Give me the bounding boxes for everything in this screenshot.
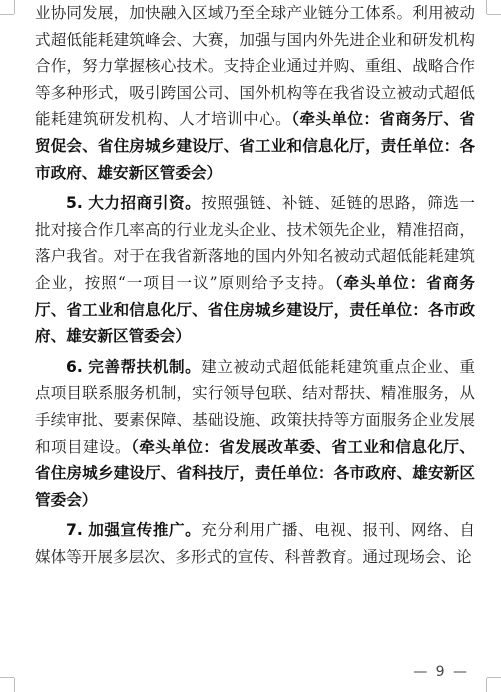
paragraph-body: 充分利用广播、电视、报刊、网络、自媒体等开展多层次、多形式的宣传、科普教育。通过现场会、论 [35, 521, 475, 566]
document-body [35, 0, 475, 574]
crop-mark-bottom-right-vertical [486, 678, 487, 692]
item-title: 加强宣传推广。 [88, 521, 202, 540]
crop-mark-bottom-left-horizontal [0, 677, 14, 678]
responsibility-note: （牵头单位：省商务厅、省贸促会、省住房城乡建设厅、省工业和信息化厅，责任单位：各市政府、雄安新区管委会） [35, 109, 475, 182]
crop-mark-bottom-left-vertical [14, 678, 15, 692]
responsibility-note: （牵头单位：省发展改革委、省工业和信息化厅、省住房城乡建设厅、省科技厅，责任单位：各市政府、雄安新区管委会） [35, 436, 475, 509]
paragraph-item-6 [35, 354, 475, 514]
item-number: 7. [66, 521, 83, 540]
crop-mark-top-right-vertical [486, 0, 487, 14]
responsibility-note: （牵头单位：省商务厅、省工业和信息化厅、省住房城乡建设厅，责任单位：各市政府、雄安新区管委会） [35, 272, 475, 346]
paragraph-continuation [35, 0, 475, 186]
item-title: 大力招商引资。 [88, 194, 202, 213]
item-number: 6. [66, 357, 83, 376]
page-number: — 9 — [413, 664, 469, 681]
crop-mark-top-left-horizontal [0, 14, 14, 15]
paragraph-item-5 [35, 190, 475, 350]
crop-mark-bottom-right-horizontal [487, 677, 501, 678]
item-title: 完善帮扶机制。 [88, 357, 202, 376]
paragraph-body: 建立被动式超低能耗建筑重点企业、重点项目联系服务机制，实行领导包联、结对帮扶、精准服务，从手续审批、要素保障、基础设施、政策扶持等方面服务企业发展和项目建设。 [35, 357, 475, 456]
paragraph-item-7 [35, 517, 475, 570]
paragraph-body: 业协同发展，加快融入区域乃至全球产业链分工体系。利用被动式超低能耗建筑峰会、大赛，加强与国内外先进企业和研发机构合作，努力掌握核心技术。支持企业通过并购、重组、战略合作等多种形式，吸引跨国公司、国外机构等在我省设立被动式超低能耗建筑研发机构、人才培训中心。 [35, 4, 475, 129]
crop-mark-top-right-horizontal [487, 14, 501, 15]
crop-mark-top-left-vertical [14, 0, 15, 14]
item-number: 5. [66, 194, 83, 213]
paragraph-body: 按照强链、补链、延链的思路，筛选一批对接合作几率高的行业龙头企业、技术领先企业，精准招商，落户我省。对于在我省新落地的国内外知名被动式超低能耗建筑企业，按照“一项目一议”原则给予支持。 [35, 194, 475, 292]
